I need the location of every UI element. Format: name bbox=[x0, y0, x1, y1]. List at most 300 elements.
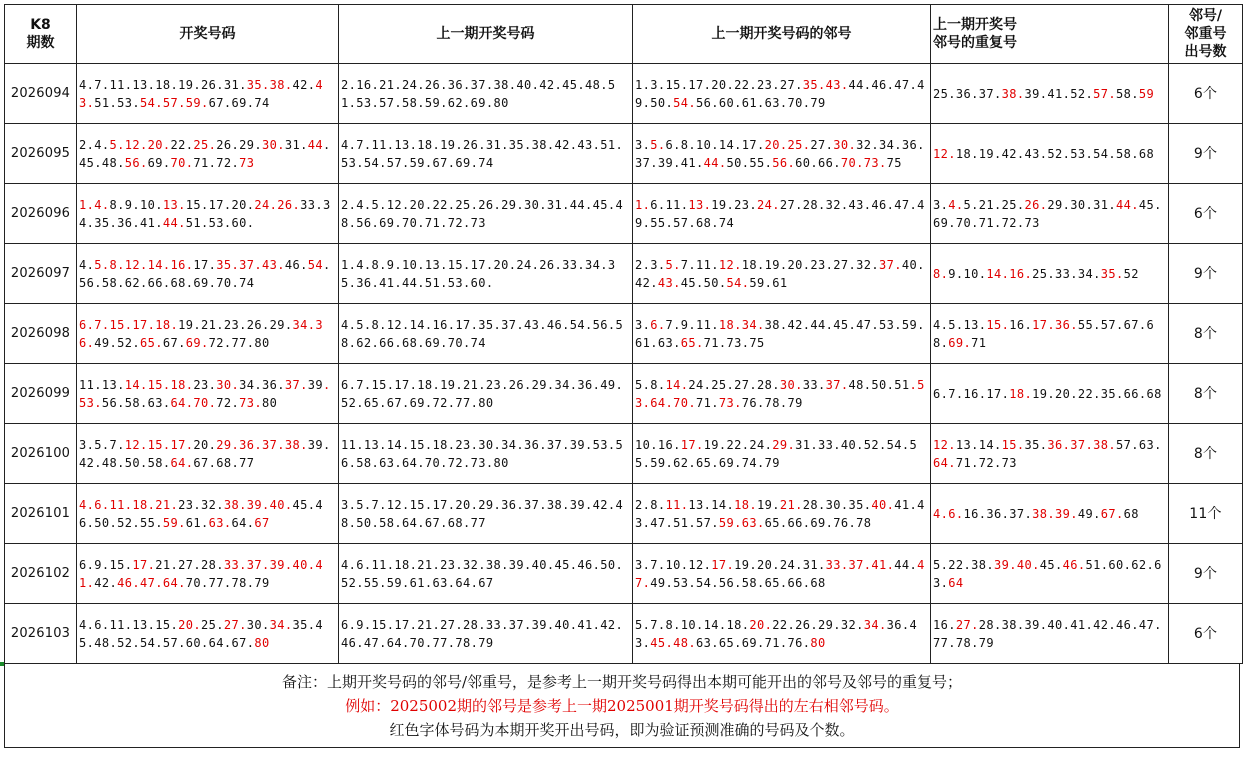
period-cell: 2026095 bbox=[5, 124, 77, 184]
table-row bbox=[5, 304, 1243, 364]
hit-number: 27. bbox=[223, 617, 247, 632]
hit-number: 59. bbox=[162, 515, 186, 530]
number: 41.43.47.51.57. bbox=[635, 497, 925, 530]
hit-number: 73. bbox=[718, 395, 742, 410]
number: 13.14. bbox=[688, 497, 735, 512]
count-cell: 8个 bbox=[1169, 304, 1243, 364]
hit-number: 20. bbox=[178, 617, 201, 632]
repeat-numbers-cell bbox=[931, 364, 1169, 424]
number: 23. bbox=[193, 377, 217, 392]
header-count: 邻号/ 邻重号 出号数 bbox=[1169, 5, 1243, 64]
number: 1.4.8.9.10.13.15.17.20.24.26.33.34.35.36.41.44.51.53.60. bbox=[341, 257, 616, 290]
hit-number: 64. bbox=[933, 455, 956, 470]
hit-number: 1. bbox=[635, 197, 651, 212]
number: 8.9.10. bbox=[109, 197, 163, 212]
neighbor-numbers-cell bbox=[633, 124, 931, 184]
number: 10.16. bbox=[635, 437, 681, 452]
hit-number: 33.37.39.40.41. bbox=[79, 557, 323, 590]
neighbor-numbers-cell bbox=[633, 244, 931, 304]
table-row bbox=[5, 604, 1243, 664]
number: 70.77.78.79 bbox=[185, 575, 270, 590]
number: 51.53. bbox=[94, 95, 140, 110]
repeat-numbers-cell bbox=[931, 604, 1169, 664]
hit-number: 4.6. bbox=[933, 506, 964, 521]
hit-number: 70. bbox=[170, 155, 194, 170]
hit-number: 30. bbox=[779, 377, 803, 392]
number: 36.43. bbox=[635, 617, 918, 650]
hit-number: 59.63. bbox=[718, 515, 765, 530]
hit-number: 37. bbox=[825, 377, 849, 392]
hit-number: 65. bbox=[680, 335, 704, 350]
number: 25.33.34. bbox=[1032, 266, 1101, 281]
hit-number: 6. bbox=[650, 317, 666, 332]
hit-number: 40. bbox=[871, 497, 895, 512]
number: 11.13.14.15.18.23.30.34.36.37.39.53.56.58.63.64.70.72.73.80 bbox=[341, 437, 624, 470]
table-row bbox=[5, 424, 1243, 484]
number: 39.42.48.50.58. bbox=[79, 437, 331, 470]
repeat-numbers-cell bbox=[931, 244, 1169, 304]
hit-number: 18. bbox=[734, 497, 757, 512]
prev-numbers-cell bbox=[339, 424, 633, 484]
number: 60.66. bbox=[795, 155, 841, 170]
hit-number: 35. bbox=[1100, 266, 1124, 281]
number: 5.21.25. bbox=[963, 197, 1025, 212]
neighbor-numbers-cell bbox=[633, 544, 931, 604]
hit-number: .53.64. bbox=[635, 377, 925, 410]
hit-number: 47. bbox=[635, 557, 925, 590]
number: 55.57.67.68. bbox=[933, 317, 1155, 350]
hit-number: 21. bbox=[779, 497, 803, 512]
number: 72. bbox=[216, 395, 240, 410]
number: 75 bbox=[886, 155, 902, 170]
hit-number: 30. bbox=[262, 137, 285, 152]
neighbor-numbers-cell bbox=[633, 424, 931, 484]
number: 56.58.63. bbox=[101, 395, 171, 410]
count-cell: 9个 bbox=[1169, 124, 1243, 184]
hit-number: 54. bbox=[673, 95, 696, 110]
header-prev: 上一期开奖号码 bbox=[339, 5, 633, 64]
note-box bbox=[4, 664, 1240, 748]
number: 57.63. bbox=[1116, 437, 1162, 452]
draw-numbers-cell bbox=[77, 124, 339, 184]
hit-number: 36.37.38. bbox=[1047, 437, 1116, 452]
hit-number: 46.47.64. bbox=[117, 575, 186, 590]
header-row bbox=[5, 5, 1243, 64]
period-cell: 2026094 bbox=[5, 64, 77, 124]
hit-number: 18. bbox=[1009, 386, 1033, 401]
number: 22. bbox=[170, 137, 194, 152]
period-cell: 2026098 bbox=[5, 304, 77, 364]
number: 19. bbox=[757, 497, 780, 512]
table-row bbox=[5, 544, 1243, 604]
lottery-table-sheet bbox=[4, 4, 1242, 748]
number: 27.28.32.43.46.47.49.55.57.68.74 bbox=[635, 197, 925, 230]
draw-numbers-cell bbox=[77, 604, 339, 664]
repeat-numbers-cell bbox=[931, 304, 1169, 364]
number: 5.22.38. bbox=[933, 557, 994, 572]
number: 19.20.24.31. bbox=[734, 557, 826, 572]
number: 4. bbox=[79, 257, 95, 272]
hit-number: 38. bbox=[1001, 86, 1025, 101]
hit-number: 25. bbox=[193, 137, 217, 152]
count-cell: 11个 bbox=[1169, 484, 1243, 544]
number: 45.69.70.71.72.73 bbox=[933, 197, 1162, 230]
number: 67.68.77 bbox=[193, 455, 255, 470]
hit-number: 70. bbox=[673, 395, 696, 410]
number: 2.4. bbox=[79, 137, 110, 152]
period-cell: 2026102 bbox=[5, 544, 77, 604]
hit-number: 46. bbox=[1062, 557, 1086, 572]
number: 2.3. bbox=[635, 257, 666, 272]
table-row bbox=[5, 124, 1243, 184]
number: 7.9.11. bbox=[665, 317, 719, 332]
number: 35. bbox=[1024, 437, 1048, 452]
neighbor-numbers-cell bbox=[633, 364, 931, 424]
number: 71.72. bbox=[193, 155, 240, 170]
hit-number: 26. bbox=[1024, 197, 1048, 212]
repeat-numbers-cell bbox=[931, 484, 1169, 544]
hit-number: 12. bbox=[933, 437, 956, 452]
hit-number: 37. bbox=[284, 377, 308, 392]
number: 32.34.36.37.39.41. bbox=[635, 137, 925, 170]
hit-number: 29.36.37.38. bbox=[216, 437, 308, 452]
hit-number: 11. bbox=[665, 497, 689, 512]
number: 7.11. bbox=[680, 257, 719, 272]
number: 2.16.21.24.26.36.37.38.40.42.45.48.51.53.57.58.59.62.69.80 bbox=[341, 77, 616, 110]
number: 51.60.62.63. bbox=[933, 557, 1162, 590]
hit-number: 18. bbox=[170, 377, 194, 392]
hit-number: 35.43. bbox=[802, 77, 849, 92]
number: 24.25.27.28. bbox=[688, 377, 780, 392]
number: 42. bbox=[94, 575, 118, 590]
number: 61. bbox=[185, 515, 209, 530]
table-row bbox=[5, 184, 1243, 244]
number: 3.5.7. bbox=[79, 437, 125, 452]
hit-number: 8. bbox=[933, 266, 949, 281]
header-neighbor: 上一期开奖号码的邻号 bbox=[633, 5, 931, 64]
neighbor-numbers-cell bbox=[633, 64, 931, 124]
number: 58. bbox=[1116, 86, 1139, 101]
hit-number: 17.36. bbox=[1032, 317, 1078, 332]
hit-number: 38.39. bbox=[1032, 506, 1078, 521]
number: 16. bbox=[1009, 317, 1033, 332]
number: 48.50.51 bbox=[848, 377, 910, 392]
hit-number: 30. bbox=[216, 377, 240, 392]
number: 71 bbox=[971, 335, 987, 350]
number: 40.42. bbox=[635, 257, 925, 290]
note-line-1: 备注：上期开奖号码的邻号/邻重号，是参考上一期开奖号码得出本期可能开出的邻号及邻号的重复号； bbox=[281, 673, 963, 691]
note-line-2: 例如：2025002期的邻号是参考上一期2025001期开奖号码得出的左右相邻号码。 bbox=[345, 697, 899, 715]
number: 29.30.31. bbox=[1047, 197, 1116, 212]
number: 23.32. bbox=[178, 497, 224, 512]
hit-number: 69. bbox=[185, 335, 209, 350]
hit-number: 5. bbox=[665, 257, 681, 272]
number: 11.13. bbox=[79, 377, 125, 392]
hit-number: 24. bbox=[757, 197, 780, 212]
draw-numbers-cell bbox=[77, 244, 339, 304]
number: 33. bbox=[802, 377, 826, 392]
hit-number: 6.7.15.17.18. bbox=[79, 317, 179, 332]
number: 15.17.20. bbox=[185, 197, 255, 212]
number: 4.5.13. bbox=[933, 317, 987, 332]
period-cell: 2026100 bbox=[5, 424, 77, 484]
prev-numbers-cell bbox=[339, 484, 633, 544]
hit-number: 67. bbox=[1100, 506, 1124, 521]
hit-number: 17. bbox=[711, 557, 735, 572]
hit-number: 13. bbox=[162, 197, 186, 212]
number: 65.66.69.76.78 bbox=[764, 515, 872, 530]
number: 6.8.10.14.17. bbox=[665, 137, 765, 152]
hit-number: 65. bbox=[140, 335, 163, 350]
prev-numbers-cell bbox=[339, 364, 633, 424]
hit-number: 44. bbox=[162, 215, 186, 230]
hit-number: 45.48. bbox=[650, 635, 696, 650]
draw-numbers-cell bbox=[77, 304, 339, 364]
number: 20. bbox=[193, 437, 217, 452]
header-period: K8 期数 bbox=[5, 5, 77, 64]
draw-numbers-cell bbox=[77, 544, 339, 604]
number: 2.4.5.12.20.22.25.26.29.30.31.44.45.48.56.69.70.71.72.73 bbox=[341, 197, 624, 230]
number: 16. bbox=[933, 617, 956, 632]
number: 3. bbox=[635, 317, 651, 332]
number: 3.7.10.12. bbox=[635, 557, 712, 572]
hit-number: 39.40. bbox=[994, 557, 1040, 572]
hit-number: 64.70. bbox=[170, 395, 217, 410]
hit-number: .53. bbox=[79, 377, 331, 410]
hit-number: 34. bbox=[863, 617, 887, 632]
number: 31. bbox=[284, 137, 308, 152]
hit-number: 20.25. bbox=[764, 137, 811, 152]
draw-numbers-cell bbox=[77, 424, 339, 484]
number: 59.61 bbox=[749, 275, 788, 290]
hit-number: 17. bbox=[132, 557, 156, 572]
number: 38.42.44.45.47.53.59.61.63. bbox=[635, 317, 925, 350]
table-row bbox=[5, 364, 1243, 424]
number: 19.22.24. bbox=[703, 437, 773, 452]
neighbor-numbers-cell bbox=[633, 484, 931, 544]
hit-number: 54.57.59. bbox=[140, 95, 209, 110]
number: 51.53.60. bbox=[185, 215, 255, 230]
hit-number: 44. bbox=[1116, 197, 1139, 212]
hit-number: 43. bbox=[79, 77, 323, 110]
neighbor-numbers-cell bbox=[633, 184, 931, 244]
number: .45.48. bbox=[79, 137, 331, 170]
number: 35.45.48.52.54.57.60.64.67. bbox=[79, 617, 323, 650]
number: 19.23. bbox=[711, 197, 757, 212]
number: 64. bbox=[231, 515, 255, 530]
number: 80 bbox=[262, 395, 278, 410]
number: 19.20.22.35.66.68 bbox=[1032, 386, 1162, 401]
number: 71.72.73 bbox=[955, 455, 1017, 470]
hit-number: 14.16. bbox=[986, 266, 1033, 281]
number: 4.7.11.13.18.19.26.31. bbox=[79, 77, 247, 92]
hit-number: 70.73. bbox=[840, 155, 887, 170]
hit-number: 33.37.41. bbox=[825, 557, 895, 572]
hit-number: 12. bbox=[718, 257, 742, 272]
period-cell: 2026096 bbox=[5, 184, 77, 244]
hit-number: 56. bbox=[772, 155, 796, 170]
number: 6.11. bbox=[650, 197, 689, 212]
table-row bbox=[5, 484, 1243, 544]
period-cell: 2026103 bbox=[5, 604, 77, 664]
hit-number: 73 bbox=[239, 155, 255, 170]
hit-number: 5.12.20. bbox=[109, 137, 171, 152]
draw-numbers-cell bbox=[77, 484, 339, 544]
hit-number: 38.39.40. bbox=[223, 497, 293, 512]
hit-number: 54 bbox=[307, 257, 323, 272]
hit-number: 37. bbox=[879, 257, 902, 272]
number: 50.55. bbox=[726, 155, 773, 170]
hit-number: 63. bbox=[208, 515, 232, 530]
hit-number: 5. bbox=[650, 137, 666, 152]
number: 30. bbox=[246, 617, 270, 632]
hit-number: 80 bbox=[810, 635, 826, 650]
draw-numbers-cell bbox=[77, 184, 339, 244]
hit-number: 4. bbox=[948, 197, 964, 212]
prev-numbers-cell bbox=[339, 244, 633, 304]
hit-number: 20. bbox=[749, 617, 773, 632]
number: 6.9.15. bbox=[79, 557, 133, 572]
draw-numbers-cell bbox=[77, 64, 339, 124]
number: 3.5.7.12.15.17.20.29.36.37.38.39.42.48.50.58.64.67.68.77 bbox=[341, 497, 624, 530]
number: 49.53.54.56.58.65.66.68 bbox=[650, 575, 826, 590]
number: 39 bbox=[307, 377, 323, 392]
number: 44. bbox=[894, 557, 918, 572]
number: 42. bbox=[292, 77, 316, 92]
number: 16.36.37. bbox=[963, 506, 1033, 521]
hit-number: 12. bbox=[933, 146, 956, 161]
number: 22.26.29.32. bbox=[772, 617, 864, 632]
number: 6.9.15.17.21.27.28.33.37.39.40.41.42.46.47.64.70.77.78.79 bbox=[341, 617, 624, 650]
number: 3. bbox=[933, 197, 949, 212]
count-cell: 8个 bbox=[1169, 424, 1243, 484]
number: 4.7.11.13.18.19.26.31.35.38.42.43.51.53.54.57.59.67.69.74 bbox=[341, 137, 624, 170]
prev-numbers-cell bbox=[339, 544, 633, 604]
number: 4.5.8.12.14.16.17.35.37.43.46.54.56.58.62.66.68.69.70.74 bbox=[341, 317, 624, 350]
number: .56.58.62.66.68.69.70.74 bbox=[79, 257, 331, 290]
hit-number: 34. bbox=[269, 617, 293, 632]
number: 68 bbox=[1123, 506, 1139, 521]
table-row bbox=[5, 64, 1243, 124]
number: 69. bbox=[147, 155, 171, 170]
hit-number: 35.38. bbox=[246, 77, 293, 92]
count-cell: 6个 bbox=[1169, 604, 1243, 664]
count-cell: 6个 bbox=[1169, 64, 1243, 124]
hit-number: 17. bbox=[680, 437, 704, 452]
number: 18.19.20.23.27.32. bbox=[741, 257, 879, 272]
number: 28.38.39.40.41.42.46.47.77.78.79 bbox=[933, 617, 1162, 650]
number: 13.14. bbox=[955, 437, 1002, 452]
number: 17. bbox=[193, 257, 217, 272]
hit-number: 54. bbox=[726, 275, 750, 290]
count-cell: 9个 bbox=[1169, 544, 1243, 604]
hit-number: 43. bbox=[657, 275, 681, 290]
number: 56.60.61.63.70.79 bbox=[696, 95, 826, 110]
repeat-numbers-cell bbox=[931, 184, 1169, 244]
hit-number: 34.36. bbox=[79, 317, 323, 350]
period-cell: 2026097 bbox=[5, 244, 77, 304]
number: 27. bbox=[810, 137, 834, 152]
repeat-numbers-cell bbox=[931, 424, 1169, 484]
count-cell: 9个 bbox=[1169, 244, 1243, 304]
neighbor-numbers-cell bbox=[633, 304, 931, 364]
number: 9.10. bbox=[948, 266, 987, 281]
number: 1.3.15.17.20.22.23.27. bbox=[635, 77, 803, 92]
header-repeat: 上一期开奖号 邻号的重复号 bbox=[931, 5, 1169, 64]
number: 19.21.23.26.29. bbox=[178, 317, 293, 332]
hit-number: 56. bbox=[124, 155, 148, 170]
cell-corner-marker bbox=[0, 662, 4, 666]
number: 71.73.75 bbox=[703, 335, 765, 350]
hit-number: 44. bbox=[703, 155, 727, 170]
table-row bbox=[5, 244, 1243, 304]
hit-number: 59 bbox=[1138, 86, 1155, 101]
prev-numbers-cell bbox=[339, 124, 633, 184]
prev-numbers-cell bbox=[339, 184, 633, 244]
table-body bbox=[5, 64, 1243, 664]
hit-number: 69. bbox=[948, 335, 972, 350]
number: 67. bbox=[162, 335, 186, 350]
number: 3. bbox=[635, 137, 651, 152]
hit-number: 12.15.17. bbox=[124, 437, 194, 452]
number: 21.27.28. bbox=[155, 557, 224, 572]
number: 49. bbox=[1077, 506, 1101, 521]
number: 25. bbox=[201, 617, 224, 632]
number: 25.36.37. bbox=[933, 86, 1002, 101]
hit-number: 30. bbox=[833, 137, 857, 152]
hit-number: 18.34. bbox=[718, 317, 765, 332]
hit-number: 27. bbox=[955, 617, 979, 632]
number: 6.7.16.17. bbox=[933, 386, 1010, 401]
number: 76.78.79 bbox=[741, 395, 803, 410]
hit-number: 13. bbox=[688, 197, 712, 212]
hit-number: 64. bbox=[170, 455, 194, 470]
hit-number: 14.15. bbox=[124, 377, 171, 392]
number: 52 bbox=[1123, 266, 1139, 281]
number: 28.30.35. bbox=[802, 497, 872, 512]
repeat-numbers-cell bbox=[931, 124, 1169, 184]
count-cell: 6个 bbox=[1169, 184, 1243, 244]
hit-number: 57. bbox=[1093, 86, 1116, 101]
number: 71. bbox=[696, 395, 719, 410]
lottery-table bbox=[4, 4, 1243, 664]
number: 5.8. bbox=[635, 377, 666, 392]
hit-number: 24.26. bbox=[254, 197, 301, 212]
number: 46. bbox=[284, 257, 308, 272]
count-cell: 8个 bbox=[1169, 364, 1243, 424]
number: 45. bbox=[1039, 557, 1063, 572]
prev-numbers-cell bbox=[339, 304, 633, 364]
number: 26.29. bbox=[216, 137, 262, 152]
hit-number: 14. bbox=[665, 377, 689, 392]
number: 45.46.50.52.55. bbox=[79, 497, 323, 530]
number: 4.6.11.13.15. bbox=[79, 617, 179, 632]
hit-number: 4.6.11.18.21. bbox=[79, 497, 179, 512]
number: 63.65.69.71.76. bbox=[696, 635, 811, 650]
prev-numbers-cell bbox=[339, 604, 633, 664]
number: 67.69.74 bbox=[208, 95, 270, 110]
period-cell: 2026099 bbox=[5, 364, 77, 424]
period-cell: 2026101 bbox=[5, 484, 77, 544]
number: 6.7.15.17.18.19.21.23.26.29.34.36.49.52.65.67.69.72.77.80 bbox=[341, 377, 624, 410]
number: 2.8. bbox=[635, 497, 666, 512]
prev-numbers-cell bbox=[339, 64, 633, 124]
draw-numbers-cell bbox=[77, 364, 339, 424]
note-line-3: 红色字体号码为本期开奖开出号码，即为验证预测准确的号码及个数。 bbox=[389, 721, 855, 739]
number: 33.34.35.36.41. bbox=[79, 197, 331, 230]
hit-number: 15. bbox=[1001, 437, 1025, 452]
number: 39.41.52. bbox=[1024, 86, 1094, 101]
